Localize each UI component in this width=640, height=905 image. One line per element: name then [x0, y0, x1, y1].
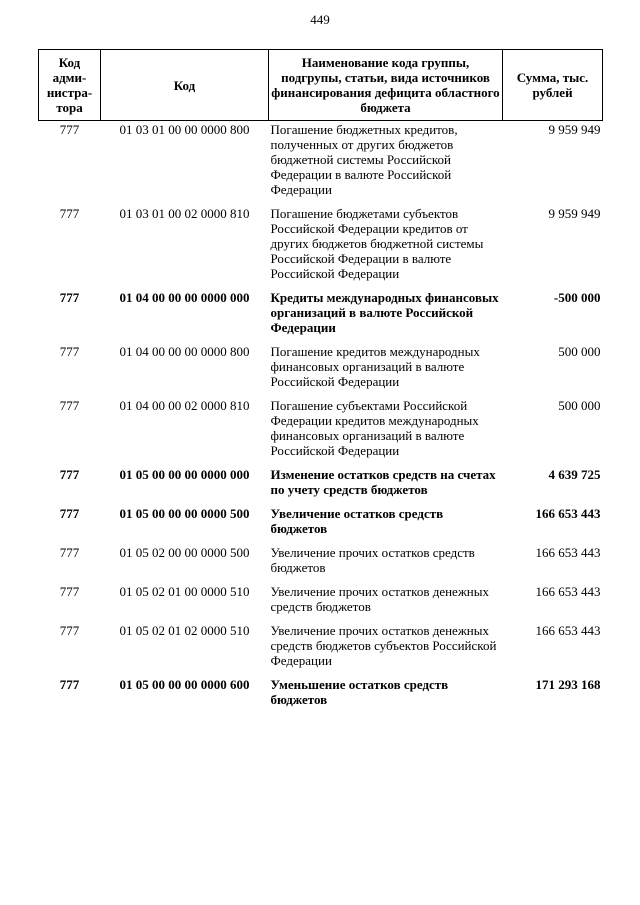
cell-code: 01 04 00 00 00 0000 000	[119, 290, 250, 305]
table-row	[39, 344, 603, 398]
cell-sum: 166 653 443	[535, 545, 601, 560]
table-row	[39, 623, 603, 677]
cell-name: Увеличение прочих остатков денежных средств бюджетов субъектов Российской Федерации	[270, 623, 497, 668]
cell-code: 01 04 00 00 00 0000 800	[119, 344, 250, 359]
cell-sum: 166 653 443	[535, 506, 601, 521]
cell-admin-code: 777	[59, 623, 80, 638]
cell-admin-code: 777	[59, 398, 80, 413]
cell-sum: 9 959 949	[548, 206, 601, 221]
cell-name: Уменьшение остатков средств бюджетов	[270, 677, 449, 707]
cell-code: 01 05 00 00 00 0000 500	[119, 506, 250, 521]
header-name: Наименование кода группы, подгрупы, статьи, вида источников финансирования дефицита областного бюджета	[269, 50, 503, 121]
cell-name: Увеличение прочих остатков денежных средств бюджетов	[270, 584, 489, 614]
cell-admin-code: 777	[59, 467, 80, 482]
table-row	[39, 206, 603, 290]
table-row	[39, 677, 603, 716]
table-body	[39, 121, 603, 717]
cell-name: Изменение остатков средств на счетах по учету средств бюджетов	[270, 467, 496, 497]
cell-admin-code: 777	[59, 206, 80, 221]
budget-sources-table	[38, 49, 603, 716]
cell-admin-code: 777	[59, 506, 80, 521]
cell-code: 01 03 01 00 02 0000 810	[119, 206, 250, 221]
cell-sum: 4 639 725	[548, 467, 601, 482]
cell-name: Кредиты международных финансовых организаций в валюте Российской Федерации	[270, 290, 499, 335]
cell-admin-code: 777	[59, 344, 80, 359]
cell-admin-code: 777	[59, 584, 80, 599]
cell-code: 01 05 00 00 00 0000 000	[119, 467, 250, 482]
cell-admin-code: 777	[59, 545, 80, 560]
cell-name: Увеличение остатков средств бюджетов	[270, 506, 444, 536]
cell-name: Увеличение прочих остатков средств бюджетов	[270, 545, 475, 575]
table-row	[39, 506, 603, 545]
cell-sum: 171 293 168	[535, 677, 601, 692]
cell-sum: 166 653 443	[535, 623, 601, 638]
cell-name: Погашение бюджетных кредитов, полученных от других бюджетов бюджетной системы Российской Федерации в валюте Российской Федерации	[270, 122, 458, 197]
table-row	[39, 398, 603, 467]
cell-sum: -500 000	[553, 290, 601, 305]
cell-code: 01 03 01 00 00 0000 800	[119, 122, 250, 137]
cell-code: 01 05 02 00 00 0000 500	[119, 545, 250, 560]
cell-name: Погашение кредитов международных финансовых организаций в валюте Российской Федерации	[270, 344, 480, 389]
table-row	[39, 121, 603, 207]
header-sum: Сумма, тыс. рублей	[503, 50, 603, 121]
cell-sum: 500 000	[558, 344, 601, 359]
cell-admin-code: 777	[59, 122, 80, 137]
header-admin-code: Код адми-нистра-тора	[39, 50, 101, 121]
table-row	[39, 467, 603, 506]
cell-sum: 9 959 949	[548, 122, 601, 137]
cell-admin-code: 777	[59, 677, 80, 692]
page-number: 449	[310, 12, 330, 27]
header-code: Код	[101, 50, 269, 121]
cell-code: 01 05 00 00 00 0000 600	[119, 677, 250, 692]
cell-code: 01 04 00 00 02 0000 810	[119, 398, 250, 413]
cell-sum: 166 653 443	[535, 584, 601, 599]
table-row	[39, 290, 603, 344]
table-row	[39, 584, 603, 623]
cell-sum: 500 000	[558, 398, 601, 413]
cell-name: Погашение бюджетами субъектов Российской Федерации кредитов от других бюджетов бюджетной системы Российской Федерации в валюте Российской Федерации	[270, 206, 484, 281]
cell-name: Погашение субъектами Российской Федерации кредитов международных финансовых организаций в валюте Российской Федерации	[270, 398, 479, 458]
cell-code: 01 05 02 01 02 0000 510	[119, 623, 250, 638]
cell-admin-code: 777	[59, 290, 80, 305]
table-header-row	[39, 50, 603, 121]
cell-code: 01 05 02 01 00 0000 510	[119, 584, 250, 599]
table-row	[39, 545, 603, 584]
